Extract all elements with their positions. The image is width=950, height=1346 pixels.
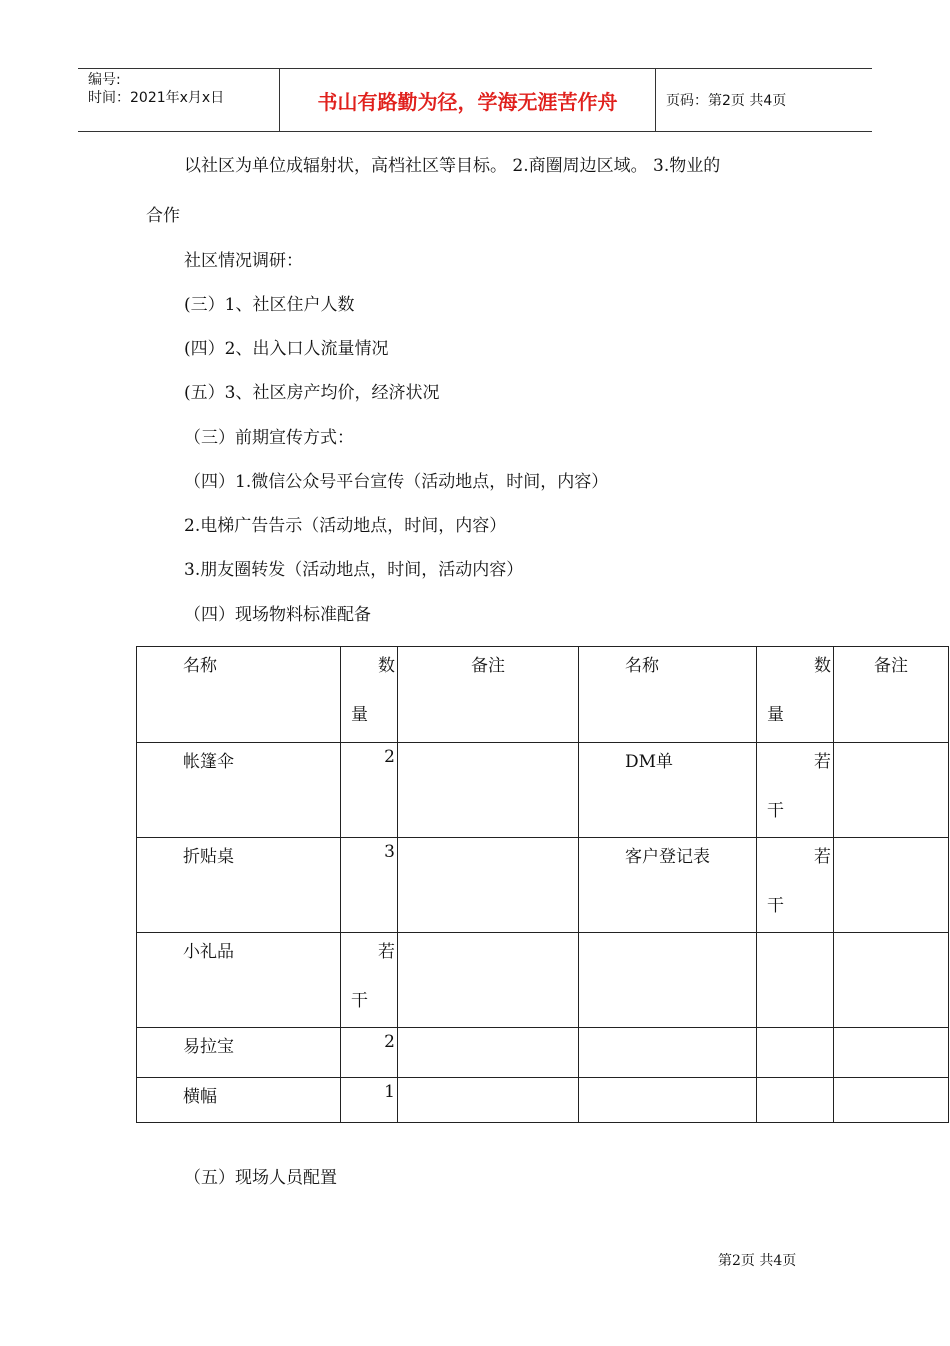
header-note: 备注 xyxy=(398,647,579,743)
header-qty-2: 数 量 xyxy=(757,647,834,743)
section-heading: （五）现场人员配置 xyxy=(184,1168,337,1188)
item-name: 小礼品 xyxy=(137,933,341,1028)
number-label: 编号: xyxy=(88,72,121,88)
item-qty-2 xyxy=(757,1078,834,1123)
item-name-2: DM单 xyxy=(579,743,757,838)
item-qty: 3 xyxy=(341,838,398,933)
table-header-row xyxy=(137,647,949,743)
footer-page-label: 第2页 共4页 xyxy=(718,1253,797,1269)
item-name-2 xyxy=(579,1028,757,1078)
item-qty-2 xyxy=(757,933,834,1028)
item-name: 折贴桌 xyxy=(137,838,341,933)
header-name: 名称 xyxy=(137,647,341,743)
paragraph: 3.朋友圈转发（活动地点，时间，活动内容） xyxy=(184,560,524,580)
header-note-2: 备注 xyxy=(834,647,949,743)
item-qty: 若 干 xyxy=(341,933,398,1028)
item-qty-2 xyxy=(757,1028,834,1078)
item-note xyxy=(398,933,579,1028)
section-heading: （三）前期宣传方式： xyxy=(184,428,354,448)
header-qty: 数 量 xyxy=(341,647,398,743)
materials-table xyxy=(136,646,949,1123)
section-heading: （四）现场物料标准配备 xyxy=(184,605,371,625)
header-motto: 书山有路勤为径，学海无涯苦作舟 xyxy=(280,69,656,131)
item-name-2 xyxy=(579,933,757,1028)
paragraph: 合作 xyxy=(146,206,180,226)
item-note-2 xyxy=(834,1078,949,1123)
item-qty: 2 xyxy=(341,743,398,838)
table-row xyxy=(137,933,949,1028)
table-row xyxy=(137,838,949,933)
table-row xyxy=(137,743,949,838)
page-header xyxy=(78,68,872,132)
item-note-2 xyxy=(834,933,949,1028)
item-note xyxy=(398,1028,579,1078)
item-name-2: 客户登记表 xyxy=(579,838,757,933)
item-note xyxy=(398,838,579,933)
paragraph: （四）1.微信公众号平台宣传（活动地点，时间，内容） xyxy=(184,472,609,492)
paragraph: (四）2、出入口人流量情况 xyxy=(184,339,389,359)
item-note xyxy=(398,743,579,838)
header-page-label: 页码：第2页 共4页 xyxy=(666,93,787,109)
item-name: 横幅 xyxy=(137,1078,341,1123)
paragraph: (五）3、社区房产均价，经济状况 xyxy=(184,383,440,403)
header-meta xyxy=(78,69,280,131)
item-qty-2: 若 干 xyxy=(757,743,834,838)
paragraph: 2.电梯广告告示（活动地点，时间，内容） xyxy=(184,516,507,536)
date-label: 时间：2021年x月x日 xyxy=(88,90,225,106)
item-note-2 xyxy=(834,1028,949,1078)
item-name-2 xyxy=(579,1078,757,1123)
paragraph: (三）1、社区住户人数 xyxy=(184,295,355,315)
item-note-2 xyxy=(834,743,949,838)
item-note xyxy=(398,1078,579,1123)
table-row xyxy=(137,1078,949,1123)
item-note-2 xyxy=(834,838,949,933)
item-name: 易拉宝 xyxy=(137,1028,341,1078)
item-qty: 1 xyxy=(341,1078,398,1123)
table-row xyxy=(137,1028,949,1078)
item-qty: 2 xyxy=(341,1028,398,1078)
item-qty-2: 若 干 xyxy=(757,838,834,933)
item-name: 帐篷伞 xyxy=(137,743,341,838)
paragraph: 社区情况调研： xyxy=(184,251,303,271)
header-name-2: 名称 xyxy=(579,647,757,743)
paragraph: 以社区为单位成辐射状，高档社区等目标。 2.商圈周边区域。 3.物业的 xyxy=(184,156,721,176)
